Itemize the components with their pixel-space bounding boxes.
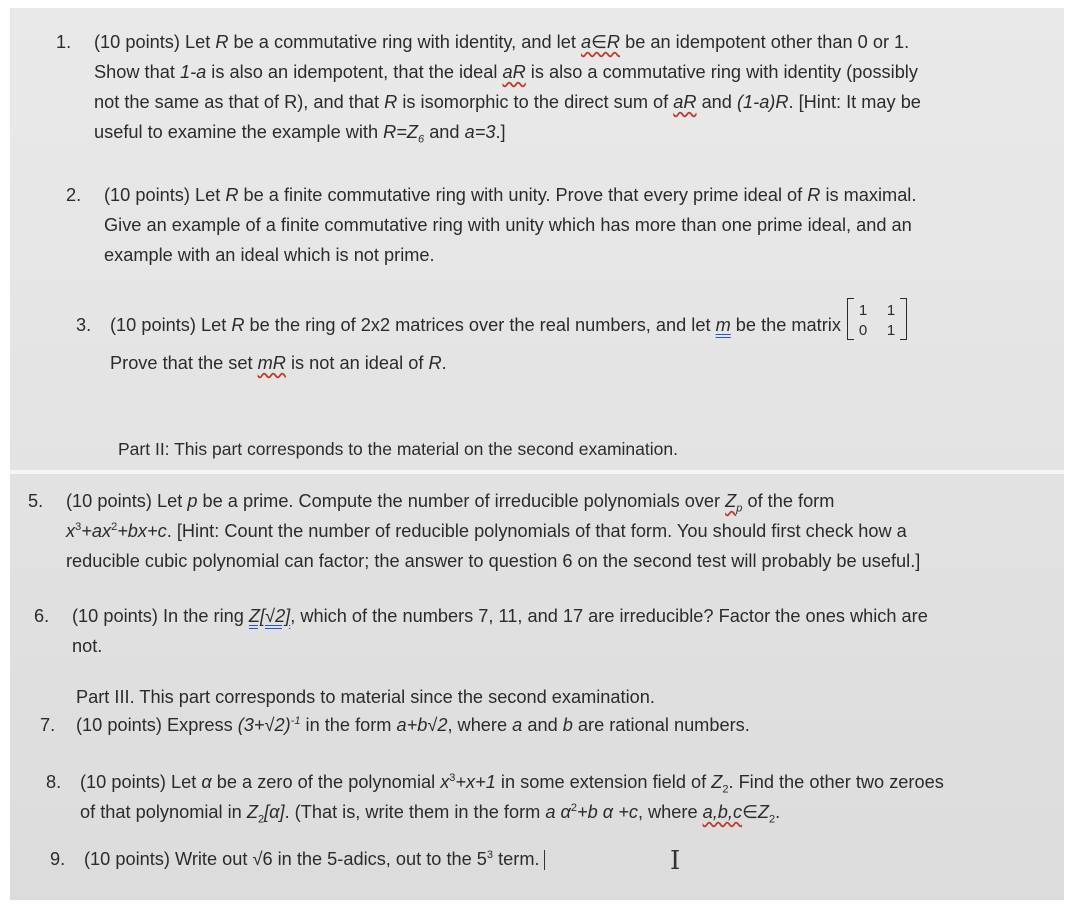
question-number: 7. <box>40 715 56 735</box>
text-line: (10 points) Let R be a commutative ring with identity, and let a∈R be an idempotent other than 0 or 1. <box>94 32 910 52</box>
text-line: not. <box>72 636 103 656</box>
question-text <box>72 601 928 661</box>
ibeam-cursor-icon: I <box>670 846 681 876</box>
matrix-m: 1 1 0 1 <box>845 298 909 342</box>
text-line: Prove that the set mR is not an ideal of R. <box>110 353 447 374</box>
question-number: 9. <box>50 849 66 869</box>
question-text <box>66 486 920 576</box>
question-text <box>80 767 944 827</box>
question-text <box>76 710 750 740</box>
text-line: (10 points) Let R be a finite commutative ring with unity. Prove that every prime ideal of R is maximal. <box>104 185 917 205</box>
part-2-heading: Part II: This part corresponds to the material on the second examination. <box>118 439 678 459</box>
text-line: (10 points) Let R be the ring of 2x2 matrices over the real numbers, and let m be the matrix 1 1 0 1 <box>110 310 909 342</box>
text-line: of that polynomial in $Z_2[\alpha]$. (That is, write them in the form a $\alpha^2+b$ α +c, where $a,b,c\in Z_2$. <box>80 801 781 826</box>
question-text <box>104 180 916 270</box>
text-line: Show that 1-a is also an idempotent, that the ideal aR is also a commutative ring with identity (possibly <box>94 62 918 82</box>
question-text <box>94 27 921 147</box>
text-line: example with an ideal which is not prime. <box>104 245 435 265</box>
text-line: Give an example of a finite commutative ring with unity which has more than one prime ideal, and an <box>104 215 912 235</box>
text-caret <box>544 850 545 870</box>
question-text[interactable] <box>84 844 545 874</box>
part-3-heading: Part III. This part corresponds to material since the second examination. <box>76 687 655 707</box>
text-line: (10 points) Express $(3+√2)^{-1}$ in the form a+b√2, where a and b are rational numbers. <box>76 714 750 735</box>
text-line: (10 points) Let α be a zero of the polynomial $x^3+x+1$ in some extension field of $Z_2$. Find the other two zeroes <box>80 771 944 796</box>
text-line: (10 points) In the ring Z[√2], which of the numbers 7, 11, and 17 are irreducible? Factor the ones which are <box>72 606 928 626</box>
text-line: (10 points) Let p be a prime. Compute the number of irreducible polynomials over $Z_p$ of the form <box>66 491 835 515</box>
question-number: 1. <box>56 32 72 52</box>
text-line[interactable]: (10 points) Write out √6 in the 5-adics, out to the $5^3$ term. <box>84 844 545 874</box>
text-line: useful to examine the example with $R=Z_6$ and a=3.] <box>94 122 506 146</box>
question-number: 3. <box>76 315 92 335</box>
question-number: 5. <box>28 491 44 511</box>
text-line: not the same as that of R), and that R is isomorphic to the direct sum of aR and (1-a)R. [Hint: It may be <box>94 92 921 112</box>
question-number: 6. <box>34 606 50 626</box>
question-number: 8. <box>46 772 62 792</box>
question-number: 2. <box>66 185 82 205</box>
text-line: $x^3+ax^2+bx+c$. [Hint: Count the number of reducible polynomials of that form. You should first check how a <box>66 520 907 541</box>
question-text <box>110 302 909 378</box>
text-line: reducible cubic polynomial can factor; the answer to question 6 on the second test will probably be useful.] <box>66 551 921 571</box>
